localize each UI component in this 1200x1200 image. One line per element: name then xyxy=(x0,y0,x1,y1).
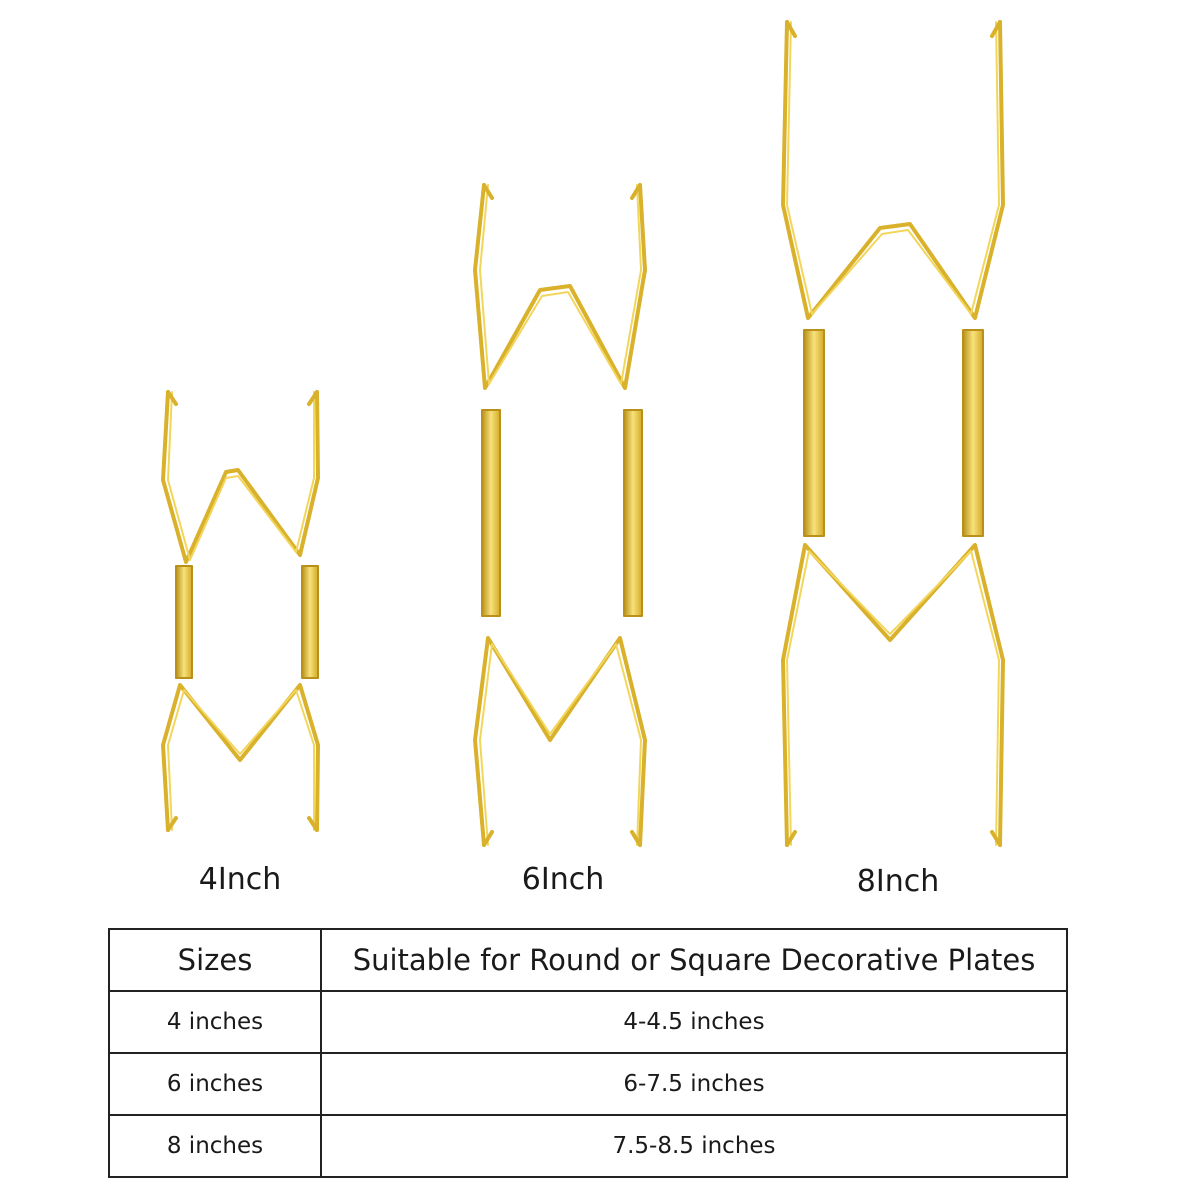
hanger-8inch-icon xyxy=(783,22,1003,845)
hanger-label-4inch: 4Inch xyxy=(198,862,282,897)
table-row xyxy=(109,1115,1067,1177)
hanger-4inch-icon xyxy=(163,392,318,830)
hanger-label-8inch: 8Inch xyxy=(856,864,940,899)
header-sizes: Sizes xyxy=(109,929,321,991)
size-cell: 4 inches xyxy=(109,991,321,1053)
hanger-label-6inch: 6Inch xyxy=(521,862,605,897)
table-header-row xyxy=(109,929,1067,991)
header-suitable-plates: Suitable for Round or Square Decorative Plates xyxy=(321,929,1067,991)
table-row xyxy=(109,1053,1067,1115)
plate-range-cell: 6-7.5 inches xyxy=(321,1053,1067,1115)
size-table xyxy=(108,928,1068,1178)
plate-range-cell: 7.5-8.5 inches xyxy=(321,1115,1067,1177)
plate-range-cell: 4-4.5 inches xyxy=(321,991,1067,1053)
size-cell: 8 inches xyxy=(109,1115,321,1177)
table-row xyxy=(109,991,1067,1053)
hanger-6inch-icon xyxy=(475,185,645,845)
size-cell: 6 inches xyxy=(109,1053,321,1115)
